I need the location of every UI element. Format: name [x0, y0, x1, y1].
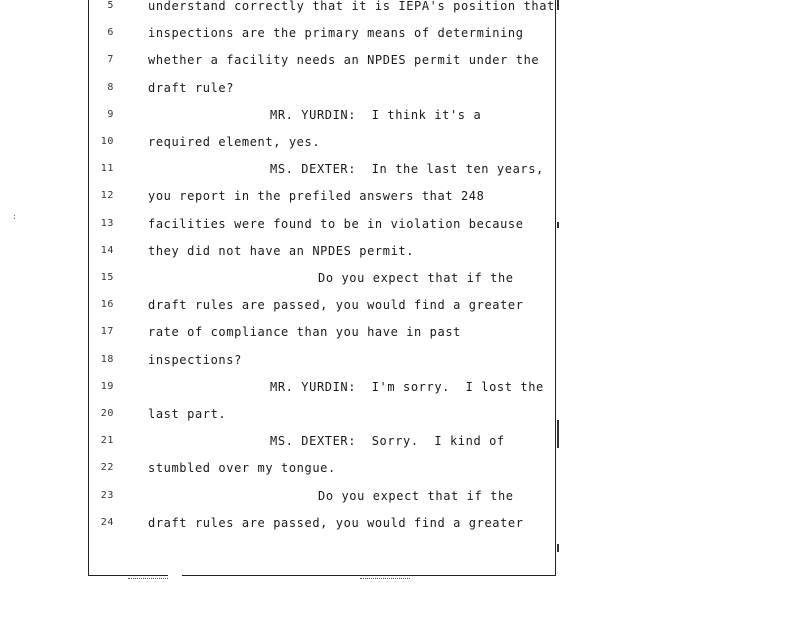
line-number: 10: [100, 136, 114, 147]
scan-artifact-bottom-center: [360, 578, 410, 580]
line-text: rate of compliance than you have in past: [148, 325, 461, 340]
line-text: Do you expect that if the: [318, 271, 514, 285]
line-number: 17: [100, 326, 114, 338]
line-text: MS. DEXTER: In the last ten years,: [270, 162, 544, 177]
transcript-line: [90, 0, 555, 15]
line-text: MS. DEXTER: Sorry. I kind of: [270, 434, 505, 449]
scan-artifact-left: :: [12, 212, 17, 221]
line-text: required element, yes.: [148, 135, 321, 149]
transcript-line: [90, 24, 550, 42]
transcript-line: [90, 351, 550, 369]
line-number: 7: [107, 54, 114, 66]
line-text: whether a facility needs an NPDES permit under the: [148, 53, 540, 68]
line-number: 22: [100, 462, 114, 474]
line-text: MR. YURDIN: I'm sorry. I lost the: [270, 379, 544, 394]
line-number: 20: [100, 408, 114, 419]
line-number: 14: [100, 244, 114, 256]
line-text: facilities were found to be in violation because: [148, 216, 524, 231]
transcript-line: [90, 269, 550, 287]
line-number: 13: [100, 217, 114, 229]
page-border-right: [555, 0, 556, 576]
line-number: 6: [107, 27, 114, 39]
line-number: 15: [100, 272, 114, 283]
scan-artifact-right: [557, 544, 559, 552]
transcript-line: [90, 160, 550, 178]
line-number: 8: [107, 81, 114, 93]
scan-artifact-right: [557, 0, 559, 10]
line-text: they did not have an NPDES permit.: [148, 243, 415, 258]
scan-artifact-bottom-left: [128, 578, 168, 580]
line-text: inspections are the primary means of determining: [148, 26, 524, 41]
transcript-line: [90, 187, 550, 205]
page-border-bottom: [88, 575, 556, 576]
scan-artifact-right: [557, 420, 559, 448]
line-number: 9: [107, 108, 114, 120]
transcript-line: [90, 432, 550, 450]
line-text: understand correctly that it is IEPA's position that: [148, 0, 555, 13]
line-text: draft rule?: [148, 80, 235, 95]
transcript-line: [90, 514, 550, 532]
transcript-line: [90, 133, 550, 151]
transcript-line: [90, 79, 550, 97]
line-number: 16: [100, 299, 114, 311]
line-text: stumbled over my tongue.: [148, 461, 336, 476]
line-number: 23: [100, 489, 114, 501]
line-number: 18: [100, 353, 114, 365]
line-text: MR. YURDIN: I think it's a: [270, 107, 482, 122]
transcript-line: [90, 487, 550, 505]
transcript-line: [90, 405, 550, 423]
transcript-line: [90, 51, 550, 69]
line-text: last part.: [148, 407, 227, 421]
transcript-line: [90, 323, 550, 341]
line-number: 24: [100, 516, 114, 528]
line-number: 5: [107, 0, 114, 11]
transcript-line: [90, 459, 550, 477]
transcript-line: [90, 106, 550, 124]
line-text: inspections?: [148, 352, 242, 367]
transcript-line: [90, 296, 550, 314]
transcript-line: [90, 242, 550, 260]
line-text: draft rules are passed, you would find a greater: [148, 298, 524, 313]
transcript-line: [90, 378, 550, 396]
page-border-left: [88, 0, 89, 576]
transcript-line: [90, 215, 550, 233]
line-number: 21: [100, 435, 114, 447]
line-text: draft rules are passed, you would find a greater: [148, 515, 524, 530]
line-number: 19: [100, 380, 114, 392]
scan-artifact-right: [557, 222, 559, 228]
line-text: you report in the prefiled answers that 248: [148, 189, 485, 204]
line-number: 12: [100, 190, 114, 202]
line-number: 11: [100, 163, 114, 175]
border-gap: [168, 573, 182, 578]
line-text: Do you expect that if the: [318, 488, 514, 503]
